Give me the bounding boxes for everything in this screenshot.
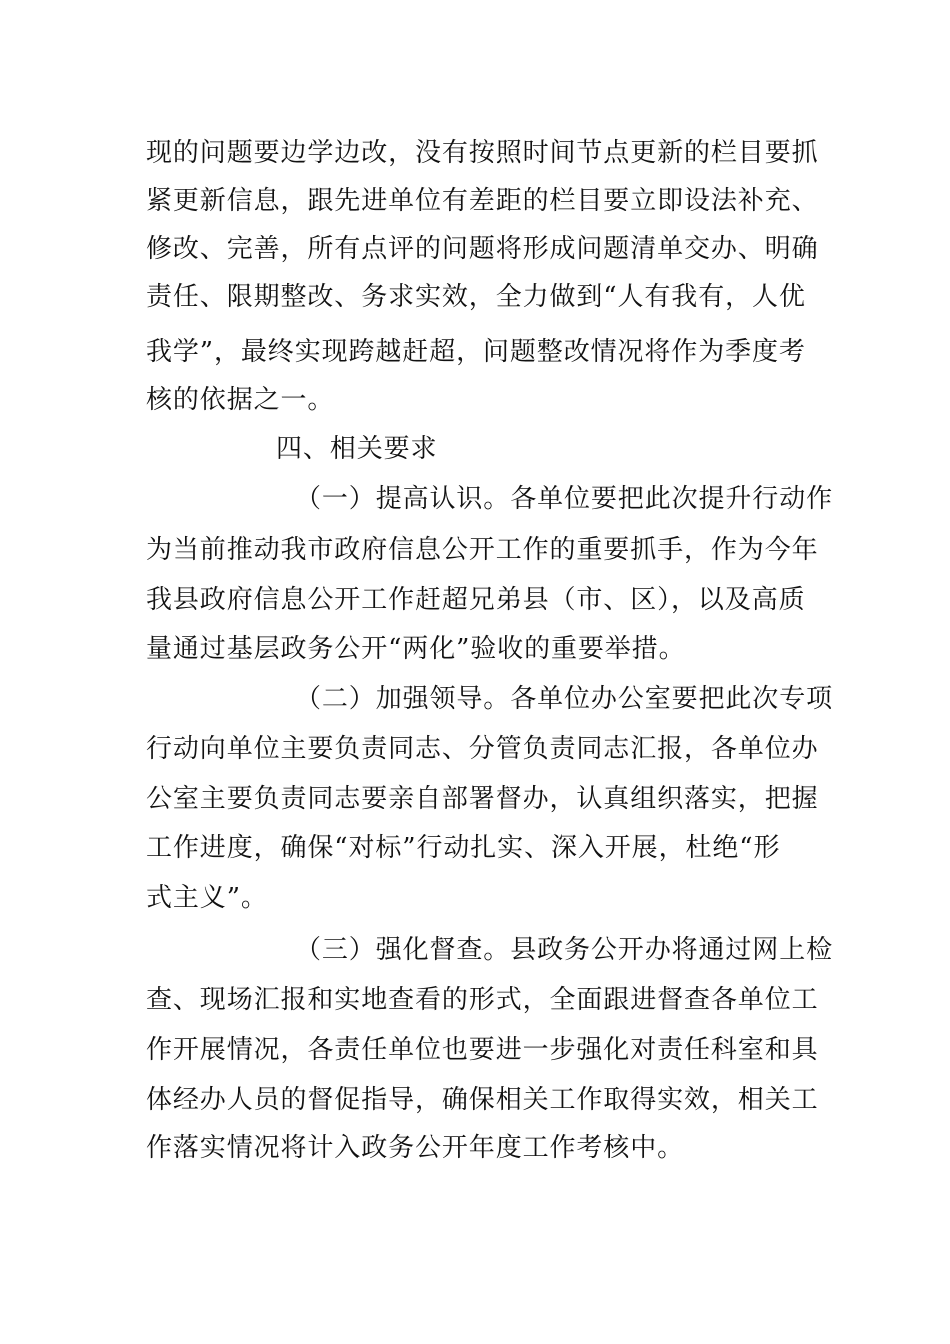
paragraph-line: 工作进度，确保“对标”行动扎实、深入开展，杜绝“形 — [146, 833, 781, 863]
subsection-first-line: （一）提高认识。各单位要把此次提升行动作 — [295, 484, 834, 514]
paragraph-line: 现的问题要边学边改，没有按照时间节点更新的栏目要抓 — [146, 138, 819, 168]
paragraph-line: 紧更新信息，跟先进单位有差距的栏目要立即设法补充、 — [146, 186, 819, 216]
paragraph-line: 责任、限期整改、务求实效，全力做到“人有我有，人优 — [146, 282, 806, 312]
paragraph-line: 查、现场汇报和实地查看的形式，全面跟进督查各单位工 — [146, 985, 819, 1015]
paragraph-line: 式主义”。 — [146, 883, 268, 913]
paragraph-line: 作开展情况，各责任单位也要进一步强化对责任科室和具 — [146, 1035, 819, 1065]
paragraph-line: 量通过基层政务公开“两化”验收的重要举措。 — [146, 634, 686, 664]
paragraph-line: 修改、完善，所有点评的问题将形成问题清单交办、明确 — [146, 234, 819, 264]
paragraph-line: 我县政府信息公开工作赶超兄弟县（市、区），以及高质 — [146, 585, 806, 615]
paragraph-line: 体经办人员的督促指导，确保相关工作取得实效，相关工 — [146, 1085, 819, 1115]
paragraph-line: 我学”，最终实现跨越赶超，问题整改情况将作为季度考 — [146, 337, 806, 367]
paragraph-line: 为当前推动我市政府信息公开工作的重要抓手，作为今年 — [146, 535, 819, 565]
subsection-first-line: （三）强化督查。县政务公开办将通过网上检 — [295, 935, 834, 965]
paragraph-line: 行动向单位主要负责同志、分管负责同志汇报，各单位办 — [146, 734, 819, 764]
paragraph-line: 核的依据之一。 — [146, 385, 335, 415]
section-heading: 四、相关要求 — [276, 434, 438, 464]
subsection-first-line: （二）加强领导。各单位办公室要把此次专项 — [295, 684, 834, 714]
paragraph-line: 作落实情况将计入政务公开年度工作考核中。 — [146, 1133, 685, 1163]
paragraph-line: 公室主要负责同志要亲自部署督办，认真组织落实，把握 — [146, 784, 819, 814]
